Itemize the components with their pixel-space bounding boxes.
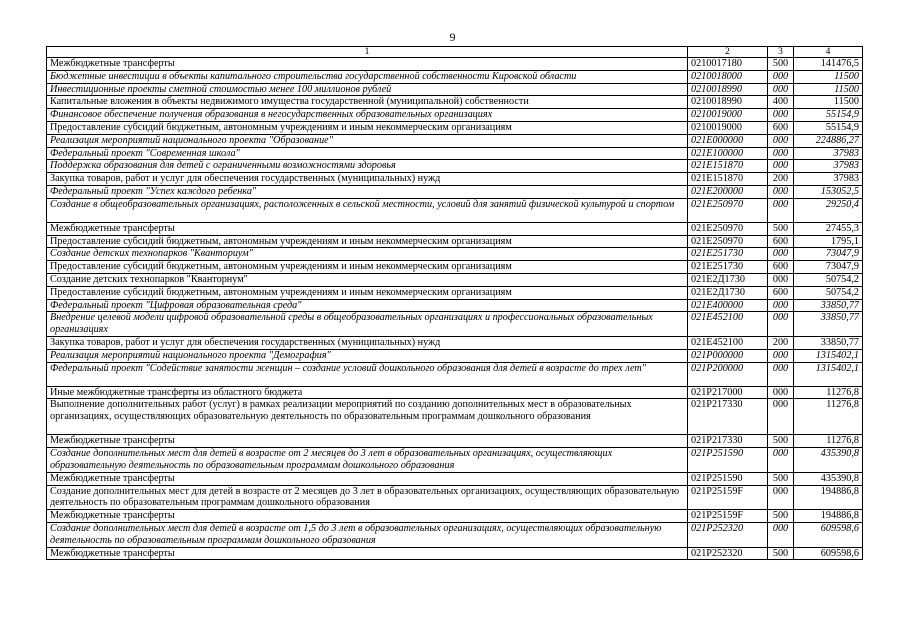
row-expense-type-cell: 500: [768, 547, 794, 560]
row-expense-type-cell: 600: [768, 261, 794, 274]
row-code-cell: 0210018990: [688, 96, 768, 109]
row-expense-type-cell: 500: [768, 435, 794, 448]
row-name-cell: Выполнение дополнительных работ (услуг) в рамках реализации мероприятий по созданию дополнительных мест в образовательных организациях, осуществляющих образовательную деятельность по образовательным программам дошкольного образования: [47, 399, 688, 435]
row-code-cell: 021P217000: [688, 386, 768, 399]
row-code-cell: 0210017180: [688, 58, 768, 71]
row-expense-type-cell: 000: [768, 160, 794, 173]
row-name-cell: Закупка товаров, работ и услуг для обеспечения государственных (муниципальных) нужд: [47, 336, 688, 349]
row-sum-cell: 37983: [794, 160, 863, 173]
row-sum-cell: 33850,77: [794, 336, 863, 349]
table-row: [47, 222, 863, 235]
table-row: [47, 435, 863, 448]
table-row: [47, 448, 863, 473]
row-code-cell: 021P251590: [688, 472, 768, 485]
table-row: [47, 160, 863, 173]
row-code-cell: 021E100000: [688, 147, 768, 160]
table-row: [47, 510, 863, 523]
table-row: [47, 485, 863, 510]
row-name-cell: Предоставление субсидий бюджетным, автономным учреждениям и иным некоммерческим организациям: [47, 261, 688, 274]
row-name-cell: Поддержка образования для детей с ограниченными возможностями здоровья: [47, 160, 688, 173]
row-expense-type-cell: 000: [768, 299, 794, 312]
row-expense-type-cell: 000: [768, 312, 794, 337]
row-sum-cell: 33850,77: [794, 312, 863, 337]
row-name-cell: Межбюджетные трансферты: [47, 510, 688, 523]
row-expense-type-cell: 500: [768, 222, 794, 235]
row-name-cell: Создание детских технопарков "Кванторнум": [47, 273, 688, 286]
row-name-cell: Федеральный проект "Успех каждого ребенка": [47, 185, 688, 198]
row-code-cell: 021E151870: [688, 173, 768, 186]
row-expense-type-cell: 000: [768, 109, 794, 122]
row-expense-type-cell: 600: [768, 121, 794, 134]
row-expense-type-cell: 000: [768, 83, 794, 96]
row-sum-cell: 609598,6: [794, 522, 863, 547]
row-expense-type-cell: 600: [768, 286, 794, 299]
header-row: [47, 47, 863, 58]
row-expense-type-cell: 000: [768, 448, 794, 473]
row-sum-cell: 73047,9: [794, 248, 863, 261]
row-name-cell: Межбюджетные трансферты: [47, 435, 688, 448]
column-header-expense-type: 3: [768, 47, 794, 58]
row-code-cell: 021P252320: [688, 547, 768, 560]
row-sum-cell: 194886,8: [794, 510, 863, 523]
row-sum-cell: 73047,9: [794, 261, 863, 274]
row-sum-cell: 435390,8: [794, 472, 863, 485]
row-expense-type-cell: 600: [768, 235, 794, 248]
row-code-cell: 021P252320: [688, 522, 768, 547]
row-name-cell: Федеральный проект "Современная школа": [47, 147, 688, 160]
table-row: [47, 547, 863, 560]
row-name-cell: Создание дополнительных мест для детей в возрасте от 2 месяцев до 3 лет в образовательных организациях, осуществляющих образовательную деятельность по образовательным программам дошкольного образования: [47, 448, 688, 473]
row-name-cell: Межбюджетные трансферты: [47, 58, 688, 71]
row-sum-cell: 1315402,1: [794, 362, 863, 386]
row-name-cell: Создание детских технопарков "Кванториум": [47, 248, 688, 261]
table-row: [47, 336, 863, 349]
table-row: [47, 472, 863, 485]
page-number: 9: [449, 30, 456, 44]
table-row: [47, 147, 863, 160]
row-name-cell: Межбюджетные трансферты: [47, 547, 688, 560]
row-expense-type-cell: 000: [768, 485, 794, 510]
table-row: [47, 362, 863, 386]
row-expense-type-cell: 500: [768, 510, 794, 523]
row-expense-type-cell: 000: [768, 522, 794, 547]
column-header-code: 2: [688, 47, 768, 58]
row-code-cell: 021E2Д1730: [688, 273, 768, 286]
table-row: [47, 58, 863, 71]
row-sum-cell: 50754,2: [794, 286, 863, 299]
row-name-cell: Закупка товаров, работ и услуг для обеспечения государственных (муниципальных) нужд: [47, 173, 688, 186]
row-code-cell: 0210019000: [688, 109, 768, 122]
row-sum-cell: 33850,77: [794, 299, 863, 312]
row-code-cell: 0210018990: [688, 83, 768, 96]
row-expense-type-cell: 000: [768, 273, 794, 286]
row-name-cell: Иные межбюджетные трансферты из областного бюджета: [47, 386, 688, 399]
table-row: [47, 96, 863, 109]
row-code-cell: 0210018000: [688, 70, 768, 83]
row-sum-cell: 55154,9: [794, 121, 863, 134]
row-sum-cell: 37983: [794, 173, 863, 186]
row-code-cell: 021E151870: [688, 160, 768, 173]
row-code-cell: 021P000000: [688, 349, 768, 362]
row-name-cell: Предоставление субсидий бюджетным, автономным учреждениям и иным некоммерческим организациям: [47, 121, 688, 134]
row-code-cell: 021E250970: [688, 222, 768, 235]
row-expense-type-cell: 000: [768, 185, 794, 198]
row-sum-cell: 1795,1: [794, 235, 863, 248]
row-expense-type-cell: 000: [768, 399, 794, 435]
row-sum-cell: 11276,8: [794, 386, 863, 399]
row-code-cell: 021E200000: [688, 185, 768, 198]
row-expense-type-cell: 400: [768, 96, 794, 109]
row-name-cell: Предоставление субсидий бюджетным, автономным учреждениям и иным некоммерческим организациям: [47, 235, 688, 248]
row-name-cell: Предоставление субсидий бюджетным, автономным учреждениям и иным некоммерческим организациям: [47, 286, 688, 299]
column-header-sum: 4: [794, 47, 863, 58]
row-sum-cell: 29250,4: [794, 198, 863, 222]
budget-table: [46, 46, 863, 560]
row-sum-cell: 11500: [794, 70, 863, 83]
row-expense-type-cell: 000: [768, 362, 794, 386]
row-sum-cell: 11276,8: [794, 399, 863, 435]
table-row: [47, 299, 863, 312]
row-code-cell: 021E452100: [688, 336, 768, 349]
row-expense-type-cell: 000: [768, 198, 794, 222]
table-row: [47, 173, 863, 186]
table-body: [47, 58, 863, 560]
table-row: [47, 109, 863, 122]
row-code-cell: 021E452100: [688, 312, 768, 337]
row-expense-type-cell: 000: [768, 134, 794, 147]
row-name-cell: Внедрение целевой модели цифровой образовательной среды в общеобразовательных организациях и профессиональных образовательных организациях: [47, 312, 688, 337]
row-sum-cell: 194886,8: [794, 485, 863, 510]
row-sum-cell: 141476,5: [794, 58, 863, 71]
row-code-cell: 021P25159F: [688, 485, 768, 510]
row-sum-cell: 609598,6: [794, 547, 863, 560]
row-code-cell: 021P251590: [688, 448, 768, 473]
table-row: [47, 349, 863, 362]
row-name-cell: Реализация мероприятий национального проекта "Демография": [47, 349, 688, 362]
row-expense-type-cell: 200: [768, 173, 794, 186]
table-row: [47, 121, 863, 134]
table-row: [47, 261, 863, 274]
row-sum-cell: 27455,3: [794, 222, 863, 235]
table-row: [47, 185, 863, 198]
row-sum-cell: 55154,9: [794, 109, 863, 122]
row-expense-type-cell: 000: [768, 349, 794, 362]
row-sum-cell: 224886,27: [794, 134, 863, 147]
row-expense-type-cell: 500: [768, 58, 794, 71]
row-expense-type-cell: 200: [768, 336, 794, 349]
table-row: [47, 198, 863, 222]
row-sum-cell: 153052,5: [794, 185, 863, 198]
row-name-cell: Создание дополнительных мест для детей в возрасте от 1,5 до 3 лет в образовательных организациях, осуществляющих образовательную деятельность по образовательным программам дошкольного образования: [47, 522, 688, 547]
row-code-cell: 021E2Д1730: [688, 286, 768, 299]
row-code-cell: 021E250970: [688, 198, 768, 222]
row-code-cell: 021E251730: [688, 248, 768, 261]
table-row: [47, 286, 863, 299]
row-code-cell: 021E250970: [688, 235, 768, 248]
row-code-cell: 021P217330: [688, 399, 768, 435]
row-name-cell: Финансовое обеспечение получения образования в негосударственных образовательных организациях: [47, 109, 688, 122]
row-name-cell: Межбюджетные трансферты: [47, 472, 688, 485]
table-row: [47, 273, 863, 286]
row-expense-type-cell: 500: [768, 472, 794, 485]
row-name-cell: Реализация мероприятий национального проекта "Образование": [47, 134, 688, 147]
table-row: [47, 235, 863, 248]
row-code-cell: 021P25159F: [688, 510, 768, 523]
row-name-cell: Инвестиционные проекты сметной стоимостью менее 100 миллионов рублей: [47, 83, 688, 96]
table-row: [47, 312, 863, 337]
column-header-name: 1: [47, 47, 688, 58]
row-sum-cell: 11500: [794, 83, 863, 96]
table-row: [47, 83, 863, 96]
row-expense-type-cell: 000: [768, 248, 794, 261]
table-row: [47, 134, 863, 147]
table-row: [47, 399, 863, 435]
table-row: [47, 70, 863, 83]
row-name-cell: Федеральный проект "Содействие занятости женщин – создание условий дошкольного образования для детей в возрасте до трех лет": [47, 362, 688, 386]
row-sum-cell: 50754,2: [794, 273, 863, 286]
row-name-cell: Федеральный проект "Цифровая образовательная среда": [47, 299, 688, 312]
table-row: [47, 522, 863, 547]
table-row: [47, 248, 863, 261]
row-sum-cell: 1315402,1: [794, 349, 863, 362]
row-code-cell: 021E400000: [688, 299, 768, 312]
row-name-cell: Создание в общеобразовательных организациях, расположенных в сельской местности, условий для занятий физической культурой и спортом: [47, 198, 688, 222]
row-code-cell: 021P217330: [688, 435, 768, 448]
row-sum-cell: 435390,8: [794, 448, 863, 473]
row-name-cell: Межбюджетные трансферты: [47, 222, 688, 235]
row-sum-cell: 11276,8: [794, 435, 863, 448]
row-code-cell: 021E000000: [688, 134, 768, 147]
row-name-cell: Бюджетные инвестиции в объекты капитального строительства государственной собственности Кировской области: [47, 70, 688, 83]
row-expense-type-cell: 000: [768, 386, 794, 399]
row-expense-type-cell: 000: [768, 147, 794, 160]
row-name-cell: Капитальные вложения в объекты недвижимого имущества государственной (муниципальной) собственности: [47, 96, 688, 109]
row-sum-cell: 37983: [794, 147, 863, 160]
row-sum-cell: 11500: [794, 96, 863, 109]
row-code-cell: 0210019000: [688, 121, 768, 134]
table-row: [47, 386, 863, 399]
row-expense-type-cell: 000: [768, 70, 794, 83]
row-code-cell: 021E251730: [688, 261, 768, 274]
row-name-cell: Создание дополнительных мест для детей в возрасте от 2 месяцев до 3 лет в образовательных организациях, осуществляющих образовательную деятельность по образовательным программам дошкольного образования: [47, 485, 688, 510]
row-code-cell: 021P200000: [688, 362, 768, 386]
